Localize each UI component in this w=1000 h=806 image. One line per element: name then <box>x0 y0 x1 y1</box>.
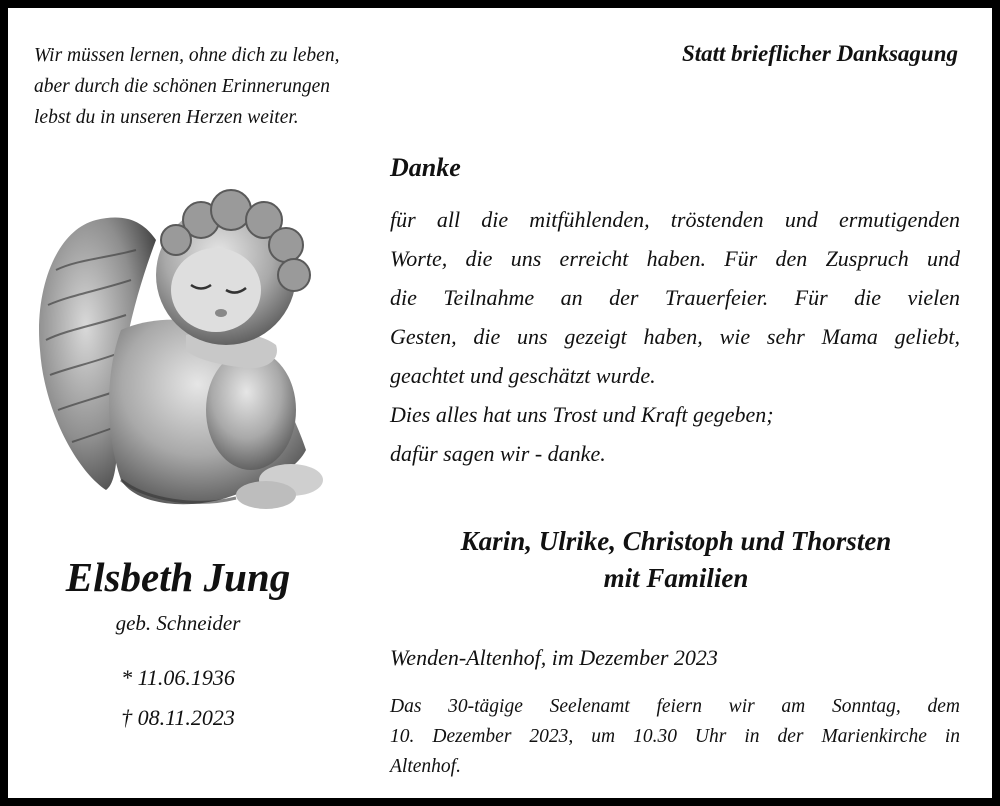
mass-line: 10. Dezember 2023, um 10.30 Uhr in der Marienkirche in <box>390 726 960 747</box>
thanks-line: die Teilnahme an der Trauerfeier. Für die vielen <box>390 285 960 310</box>
thanks-text <box>390 200 960 473</box>
motto-line: lebst du in unseren Herzen weiter. <box>34 107 299 128</box>
family-signature <box>386 523 966 597</box>
notice-heading: Statt brieflicher Danksagung <box>681 41 958 66</box>
mass-line: Altenhof. <box>390 756 461 777</box>
birth-date: * 11.06.1936 <box>121 665 235 690</box>
thanks-line: dafür sagen wir - danke. <box>390 441 606 466</box>
memorial-mass-text <box>390 692 960 782</box>
family-names: Karin, Ulrike, Christoph und Thorsten <box>460 526 892 556</box>
thanks-line: Gesten, die uns gezeigt haben, wie sehr Mama geliebt, <box>390 324 960 349</box>
thanks-line: für all die mitfühlenden, tröstenden und ermutigenden <box>390 207 960 232</box>
death-date: † 08.11.2023 <box>121 705 235 730</box>
obituary-notice <box>8 8 992 798</box>
deceased-name: Elsbeth Jung <box>65 554 291 600</box>
thanks-line: Worte, die uns erreicht haben. Für den Zuspruch und <box>390 246 960 271</box>
motto-line: Wir müssen lernen, ohne dich zu leben, <box>34 45 340 66</box>
family-suffix: mit Familien <box>603 563 749 593</box>
thanks-title: Danke <box>390 153 461 182</box>
deceased-birth-name: geb. Schneider <box>115 611 241 635</box>
motto-line: aber durch die schönen Erinnerungen <box>34 76 331 97</box>
motto-verse <box>34 40 414 133</box>
mass-line: Das 30-tägige Seelenamt feiern wir am Sonntag, dem <box>390 696 960 717</box>
thanks-line: Dies alles hat uns Trost und Kraft gegeben; <box>390 402 774 427</box>
thanks-line: geachtet und geschätzt wurde. <box>390 363 656 388</box>
sleeping-angel-icon <box>26 180 346 515</box>
place-date: Wenden-Altenhof, im Dezember 2023 <box>390 645 718 670</box>
